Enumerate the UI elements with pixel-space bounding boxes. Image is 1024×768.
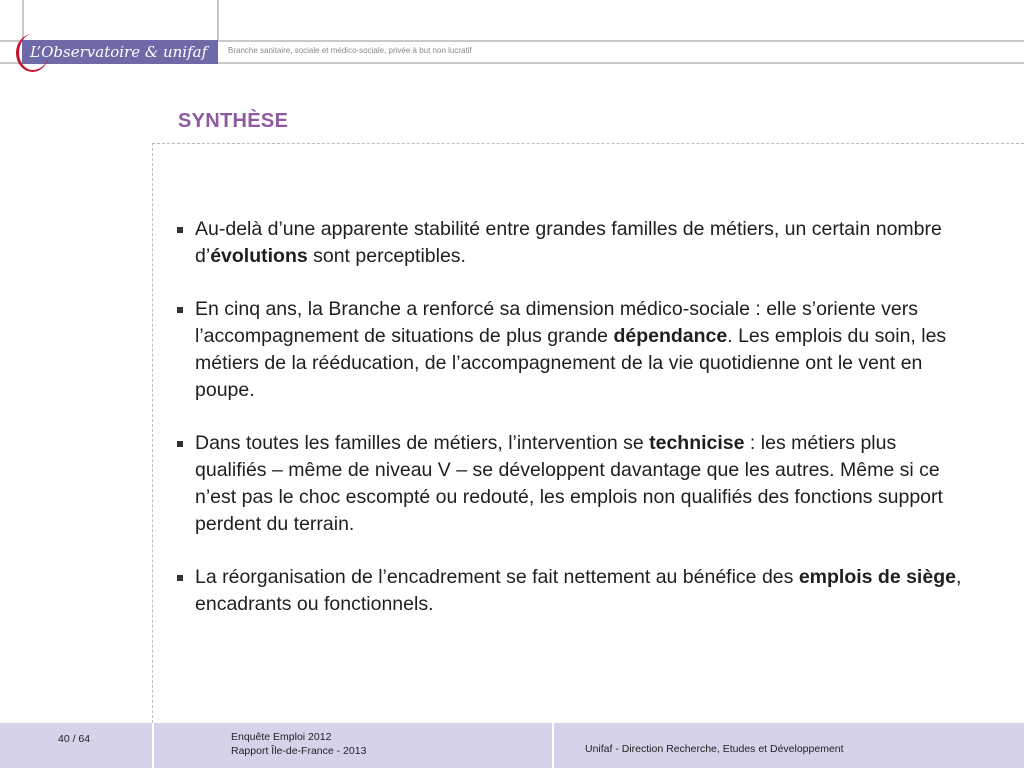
title-divider [152,143,1024,144]
bullet-item [175,430,965,538]
bullet-item [175,296,965,404]
bullet-list [175,216,965,644]
bullet-text: sont perceptibles. [307,245,466,267]
bullet-text: . Les emplois du soin, les métiers de la rééducation, de l’accompagnement de la vie quotidienne ont le vent en poupe. [195,325,947,401]
left-margin-divider [152,143,153,723]
bullet-text: Dans toutes les familles de métiers, l’intervention se [195,432,650,454]
bullet-text: , encadrants ou fonctionnels. [195,566,962,615]
page-number: 40 / 64 [58,733,91,745]
bullet-text: : les métiers plus qualifiés – même de niveau V – se développent davantage que les autres. Même si ce n’est pas le choc escompté ou redouté, les emplois non qualifiés des fonctions support perdent du terrain. [195,432,943,535]
report-subtitle: Rapport Île-de-France - 2013 [231,745,367,757]
logo-text: L’Observatoire & unifaf [30,43,208,61]
bullet-emphasis: technicise [649,432,745,454]
footer-organization: Unifaf - Direction Recherche, Etudes et Développement [585,743,844,755]
logo [22,40,218,64]
footer-separator [552,723,554,768]
bullet-emphasis: emplois de siège [798,566,956,588]
slide-title: SYNTHÈSE [178,110,289,132]
report-title: Enquête Emploi 2012 [231,731,332,743]
bullet-emphasis: évolutions [210,245,308,267]
bullet-text: En cinq ans, la Branche a renforcé sa dimension médico-sociale : elle s’oriente vers l’accompagnement de situations de plus grande [195,298,918,347]
footer-separator [152,723,154,768]
bullet-item [175,216,965,270]
header-left-post [22,0,24,40]
header-tagline: Branche sanitaire, sociale et médico-sociale, privée à but non lucratif [228,46,472,55]
bullet-text: La réorganisation de l’encadrement se fait nettement au bénéfice des [195,566,799,588]
bullet-item [175,564,965,618]
logo-swoosh-icon [16,34,49,72]
bullet-text: Au-delà d’une apparente stabilité entre grandes familles de métiers, un certain nombre d’ [195,218,942,267]
header-right-post [217,0,219,40]
bullet-emphasis: dépendance [613,325,728,347]
